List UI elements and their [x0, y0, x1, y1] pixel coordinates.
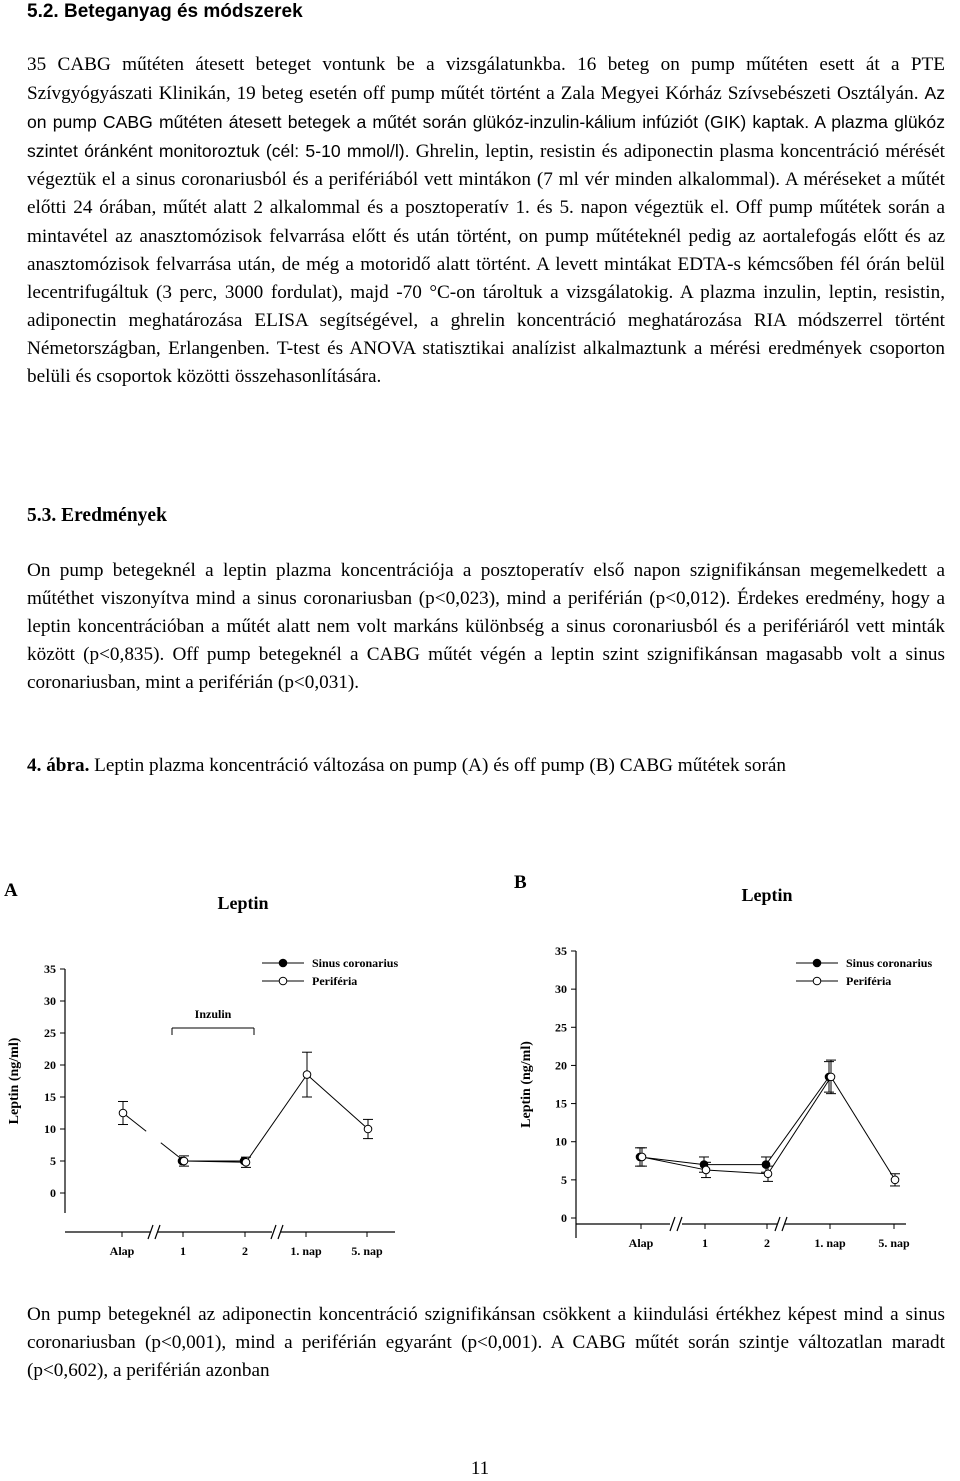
y-tick-label: 15: [555, 1096, 567, 1111]
x-tick-label: Alap: [628, 1236, 654, 1250]
x-tick-label: 2: [764, 1236, 770, 1250]
x-tick-label: 1. nap: [290, 1244, 322, 1258]
series-line: [766, 1077, 829, 1165]
x-tick-label: 5. nap: [351, 1244, 383, 1258]
methods-sentence-1: 35 CABG műtéten átesett beteget vontunk be a vizsgálatunkba. 16 beteg on pump műtéten esett át a PTE Szívgyógyászati Klinikán, 19 beteg esetén off pump műtét történt a Zala Megyei Kórház Szívsebészeti Osztályán.: [27, 54, 945, 105]
data-point-periferia: [891, 1176, 899, 1184]
methods-paragraph: [27, 51, 945, 391]
series-line: [706, 1170, 768, 1174]
chart-title: Leptin: [217, 893, 269, 913]
data-point-periferia: [303, 1071, 311, 1079]
axis-break-mark: [677, 1217, 682, 1231]
methods-sentence-3: Ghrelin, leptin, resistin és adiponectin plasma koncentráció mérését végeztük el a sinus coronariusból és a perifériából vett mintákon (7 ml vér minden alkalommal). A méréseket a műtét előtti 24 órában, műtét alatt 2 alkalommal és a posztoperatív 1. és 5. napon végeztük el. Off pump műtétek során a mintavétel az anasztomózisok felvarrása előtt és után történt, on pump műtéteknél pedig az aortalefogás előtt és az anasztomózisok felvarrása után, de még a motoridő alatt történt. A levett mintákat EDTA-s kémcsőben fél órán belül lecentrifugáltuk (3 perc, 3000 fordulat), majd -70 °C-on tároltuk a vizsgálatokig. A plazma inzulin, leptin, resistin, adiponectin meghatározása ELISA segítségével, a ghrelin koncentráció meghatározása RIA módszerrel történt Németországban, Erlangenben. T-test és ANOVA statisztikai analízist alkalmaztunk a mérési eredmények csoporton belüli és csoportok közötti összehasonlítására.: [27, 141, 945, 388]
y-tick-label: 20: [44, 1058, 56, 1072]
y-tick-label: 5: [50, 1154, 56, 1168]
y-tick-label: 10: [555, 1134, 567, 1149]
results-paragraph-1: On pump betegeknél a leptin plazma koncentrációja a posztoperatív első napon szignifikánsan megemelkedett a műtéthet viszonyítva mind a sinus coronariusban (p<0,023), mind a periférián (p<0,012). Érdekes eredmény, hogy a leptin koncentrációban a műtét alatt nem volt markáns különbség a sinus coronariusból és a perifériáról vett minták között (p<0,835). Off pump betegeknél a CABG műtét végén a leptin szint szignifikánsan magasabb volt a sinus coronariusban, mint a periférián (p<0,031).: [27, 560, 945, 694]
series-line: [123, 1113, 146, 1131]
y-tick-label: 0: [50, 1186, 56, 1200]
data-point-periferia: [764, 1170, 772, 1178]
y-tick-label: 0: [561, 1211, 567, 1225]
figure-caption-text: Leptin plazma koncentráció változása on pump (A) és off pump (B) CABG műtétek során: [89, 755, 786, 776]
x-tick-label: 2: [242, 1244, 248, 1258]
annotation-label: Inzulin: [194, 1007, 232, 1021]
data-point-periferia: [638, 1153, 646, 1161]
legend-marker-filled: [813, 959, 821, 967]
legend-label: Periféria: [846, 974, 892, 988]
data-point-periferia: [180, 1157, 188, 1165]
y-tick-label: 35: [44, 962, 56, 976]
panel-letter: A: [4, 880, 18, 901]
data-point-periferia: [702, 1166, 710, 1174]
series-line: [307, 1075, 368, 1129]
results-heading: 5.3. Eredmények: [27, 505, 167, 526]
y-tick-label: 10: [44, 1122, 56, 1136]
y-tick-label: 15: [44, 1090, 56, 1104]
x-tick-label: Alap: [109, 1244, 135, 1258]
data-point-sinus: [762, 1161, 770, 1169]
section-heading: 5.2. Beteganyag és módszerek: [27, 1, 303, 22]
y-tick-label: 35: [555, 944, 567, 958]
y-tick-label: 20: [555, 1058, 567, 1073]
x-tick-label: 5. nap: [878, 1236, 910, 1250]
y-tick-label: 5: [561, 1172, 567, 1187]
y-tick-label: 30: [44, 994, 56, 1008]
leptin-chart-a: [0, 860, 470, 1260]
legend-marker-open: [813, 977, 821, 985]
data-point-periferia: [242, 1158, 250, 1166]
axis-break-mark: [670, 1217, 675, 1231]
series-line: [161, 1143, 184, 1161]
x-tick-label: 1: [702, 1236, 708, 1250]
page-number: 11: [470, 1458, 490, 1479]
legend-marker-open: [279, 977, 287, 985]
methods-sentence-2: Az on pump CABG műtéten átesett betegek a műtét során glükóz-inzulin-kálium infúziót (GIK) kaptak. A plazma glükóz szintet óránként monitoroztuk (cél: 5-10 mmol/l).: [27, 83, 945, 162]
figure-caption-label: 4. ábra.: [27, 755, 90, 776]
legend-label: Sinus coronarius: [846, 956, 933, 970]
legend-marker-filled: [279, 959, 287, 967]
legend-label: Sinus coronarius: [312, 956, 399, 970]
x-tick-label: 1. nap: [814, 1236, 846, 1250]
chart-title: Leptin: [741, 885, 793, 905]
data-point-periferia: [119, 1109, 127, 1117]
series-line: [246, 1075, 307, 1163]
figure-panel-b: [490, 860, 960, 1265]
series-line: [831, 1077, 895, 1180]
series-line: [768, 1077, 831, 1174]
results-paragraph-2: On pump betegeknél az adiponectin koncentráció szignifikánsan csökkent a kiindulási értékhez képest mind a sinus coronariusban (p<0,001), mind a periférián egyaránt (p<0,001). A CABG műtét során szintje változatlan maradt (p<0,602), a periférián azonban: [27, 1304, 945, 1382]
leptin-chart-b: [490, 860, 960, 1260]
legend-label: Periféria: [312, 974, 358, 988]
figure-panel-a: [0, 860, 470, 1265]
y-tick-label: 25: [555, 1020, 567, 1035]
y-tick-label: 30: [555, 982, 567, 997]
panel-letter: B: [514, 872, 527, 893]
y-axis-label: Leptin (ng/ml): [7, 1037, 22, 1125]
figure-caption: [27, 752, 945, 780]
y-tick-label: 25: [44, 1026, 56, 1040]
data-point-periferia: [364, 1125, 372, 1133]
y-axis-label: Leptin (ng/ml): [519, 1041, 534, 1128]
x-tick-label: 1: [180, 1244, 186, 1258]
data-point-periferia: [827, 1073, 835, 1081]
